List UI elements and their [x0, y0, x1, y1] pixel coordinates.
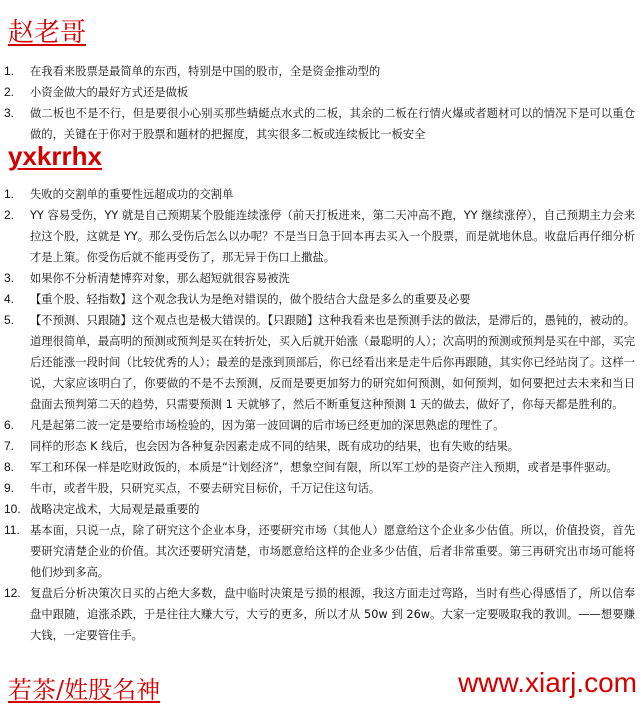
list-item [0, 415, 643, 436]
item-text: 战略决定战术，大局观是最重要的 [30, 503, 200, 516]
website-watermark: www.xiarj.com [458, 667, 637, 698]
list-item [0, 205, 643, 268]
list-item [0, 583, 643, 646]
list-item [0, 82, 643, 103]
list-item [0, 61, 643, 82]
list-item [0, 103, 643, 145]
section-heading-yxkrrhx: yxkrrhx [8, 141, 102, 171]
item-number: 2. [4, 85, 15, 99]
item-text: 牛市，或者牛股，只研究买点，不要去研究目标价，千万记住这句话。 [30, 482, 381, 495]
item-number: 3. [4, 106, 15, 120]
item-number: 7. [4, 439, 15, 453]
list-item [0, 499, 643, 520]
list-item [0, 310, 643, 415]
item-text: 小资金做大的最好方式还是做板 [30, 86, 189, 99]
item-number: 12. [4, 586, 21, 600]
item-number: 10. [4, 502, 21, 516]
item-text: 基本面，只说一点，除了研究这个企业本身，还要研究市场（其他人）愿意给这个企业多少估值。所以，价值投资，首先要研究清楚企业的价值。其次还要研究清楚，市场愿意给这样的企业多少估值，后者非常重要。第三再研究出市场可能将他们炒到多高。 [30, 524, 635, 579]
footer-heading: 若茶/姓股名神 [8, 676, 161, 704]
list-item [0, 289, 643, 310]
list-item [0, 520, 643, 583]
item-number: 11. [4, 523, 20, 537]
list-item [0, 457, 643, 478]
item-number: 2. [4, 208, 15, 222]
item-number: 8. [4, 460, 15, 474]
item-number: 9. [4, 481, 15, 495]
list-item [0, 184, 643, 205]
list-item [0, 436, 643, 457]
item-text: 军工和环保一样是吃财政饭的，本质是“计划经济”，想象空间有限，所以军工炒的是资产注入预期，或者是事件驱动。 [30, 461, 618, 474]
item-text: 失败的交割单的重要性远超成功的交割单 [30, 188, 234, 201]
item-number: 5. [4, 313, 15, 327]
item-number: 3. [4, 271, 15, 285]
item-text: 在我看来股票是最简单的东西，特别是中国的股市，全是资金推动型的 [30, 65, 381, 78]
item-text: 复盘后分析决策次日买的占绝大多数，盘中临时决策是亏损的根源，我这方面走过弯路，当时有些心得感悟了，所以信奉盘中跟随，追涨杀跌，于是往往大赚大亏，大亏的更多，所以才从 50w 到 26w。大家一定要吸取我的教训。——想要赚大钱，一定要管住手。 [30, 587, 635, 642]
item-text: 同样的形态 K 线后，也会因为各种复杂因素走成不同的结果，既有成功的结果，也有失败的结果。 [30, 440, 520, 453]
quote-list-zhaolaoge [0, 61, 643, 145]
item-text: 凡是起第二波一定是要给市场检验的，因为第一波回调的后市场已经更加的深思熟虑的理性了。 [30, 419, 505, 432]
item-number: 1. [4, 187, 15, 201]
item-number: 6. [4, 418, 15, 432]
section-heading-zhaolaoge: 赵老哥 [8, 18, 87, 48]
item-text: 【重个股、轻指数】这个观念我认为是绝对错误的，做个股结合大盘是多么的重要及必要 [30, 293, 471, 306]
item-text: 做二板也不是不行，但是要很小心别买那些蜻蜓点水式的二板，其余的二板在行情火爆或者题材可以的情况下是可以重仓做的，关键在于你对于股票和题材的把握度，其实很多二板或连续板比一板安全 [30, 107, 635, 141]
item-number: 1. [4, 64, 15, 78]
item-number: 4. [4, 292, 15, 306]
list-item [0, 478, 643, 499]
item-text: 如果你不分析清楚博弈对象，那么超短就很容易被洗 [30, 272, 290, 285]
item-text: YY 容易受伤，YY 就是自己预期某个股能连续涨停（前天打板进来，第二天冲高不跑，YY 继续涨停），自己预期主力会来拉这个股，这就是 YY。那么受伤后怎么以办呢？不是当日急于回本再去买入一个股票，而是就地休息。收盘后再仔细分析才是上策。你受伤后就不能再受伤了，那无异于伤口上撒盐。 [30, 209, 635, 264]
item-text: 【不预测、只跟随】这个观点也是极大错误的。【只跟随】这种我看来也是预测手法的做法，是滞后的，愚钝的，被动的。道理很简单，最高明的预测或预判是买在转折处，买入后就开始涨（最聪明的人）；次高明的预测或预判是买在中部，买完后还能涨一段时间（比较优秀的人）；最差的是涨到顶部后，你已经看出来是走牛后你再跟随，其实你已经站岗了。这样一说，大家应该明白了，你要做的不是不去预测，反而是要更加努力的研究如何预测，如何预判，如何要把过去未来和当日盘面去预判第二天的趋势，只需要预测 1 天就够了，然后不断重复这种预测 1 天的做去，做好了，你每天都是胜利的。 [30, 314, 635, 411]
quote-list-yxkrrhx [0, 184, 643, 646]
list-item [0, 268, 643, 289]
